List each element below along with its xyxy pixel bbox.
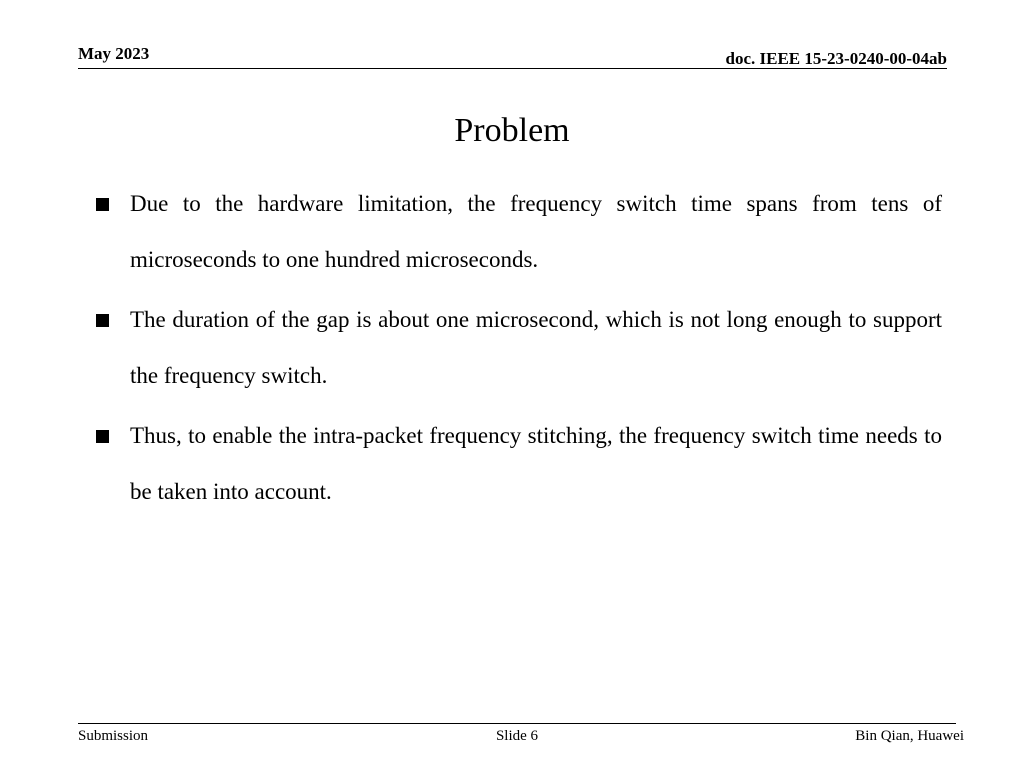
square-bullet-icon — [96, 430, 109, 443]
footer-slide-number: Slide 6 — [495, 728, 539, 744]
footer-divider — [78, 723, 956, 724]
footer-author: Bin Qian, Huawei — [855, 728, 964, 744]
slide-title: Problem — [454, 112, 570, 149]
square-bullet-icon — [96, 314, 109, 327]
bullet-list — [96, 176, 942, 524]
header-date: May 2023 — [78, 44, 150, 63]
bullet-text: The duration of the gap is about one microsecond, which is not long enough to support the frequency switch. — [130, 307, 942, 388]
footer-submission: Submission — [78, 728, 149, 744]
header-document-id: doc. IEEE 15-23-0240-00-04ab — [725, 49, 947, 68]
bullet-text: Thus, to enable the intra-packet frequency stitching, the frequency switch time needs to be taken into account. — [130, 423, 942, 504]
bullet-item — [96, 176, 942, 288]
bullet-item — [96, 408, 942, 520]
bullet-text: Due to the hardware limitation, the frequency switch time spans from tens of microseconds to one hundred microseconds. — [130, 191, 942, 272]
square-bullet-icon — [96, 198, 109, 211]
header-divider — [78, 68, 947, 69]
bullet-item — [96, 292, 942, 404]
